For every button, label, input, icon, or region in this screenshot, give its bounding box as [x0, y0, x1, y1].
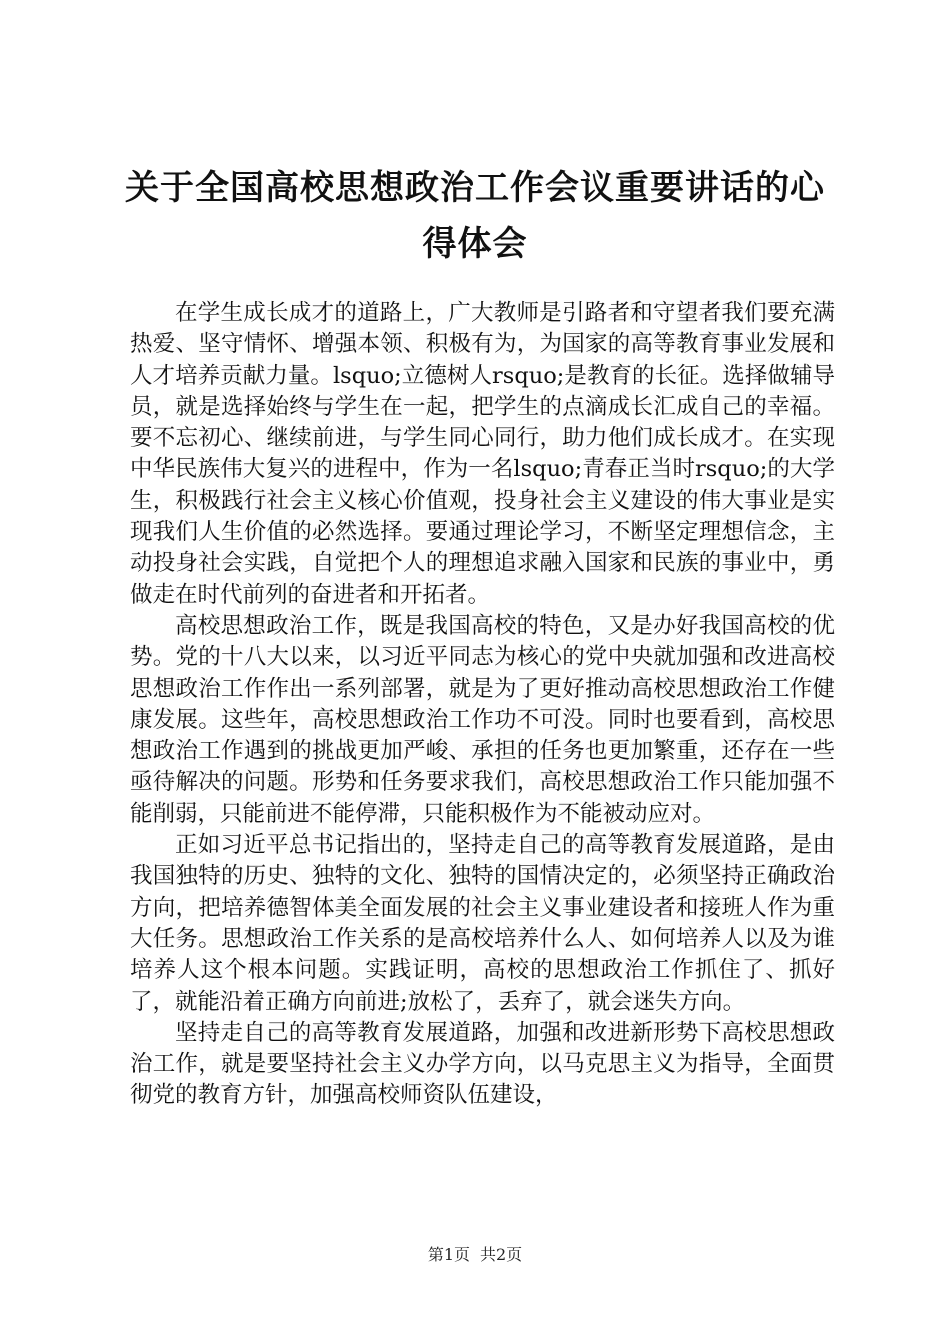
page-footer [0, 1244, 950, 1266]
paragraph-4: 坚持走自己的高等教育发展道路，加强和改进新形势下高校思想政治工作，就是要坚持社会主义办学方向，以马克思主义为指导，全面贯彻党的教育方针，加强高校师资队伍建设， [130, 1019, 835, 1109]
paragraph-2: 高校思想政治工作，既是我国高校的特色，又是办好我国高校的优势。党的十八大以来，以习近平同志为核心的党中央就加强和改进高校思想政治工作作出一系列部署，就是为了更好推动高校思想政治工作健康发展。这些年，高校思想政治工作功不可没。同时也要看到，高校思想政治工作遇到的挑战更加严峻、承担的任务也更加繁重，还存在一些亟待解决的问题。形势和任务要求我们，高校思想政治工作只能加强不能削弱，只能前进不能停滞，只能积极作为不能被动应对。 [130, 612, 835, 827]
page-number: 第1页 [427, 1245, 470, 1264]
paragraph-1: 在学生成长成才的道路上，广大教师是引路者和守望者我们要充满热爱、坚守情怀、增强本领、积极有为，为国家的高等教育事业发展和人才培养贡献力量。lsquo;立德树人rsquo;是教育的长征。选择做辅导员，就是选择始终与学生在一起，把学生的点滴成长汇成自己的幸福。要不忘初心、继续前进，与学生同心同行，助力他们成长成才。在实现中华民族伟大复兴的进程中，作为一名lsquo;青春正当时rsquo;的大学生，积极践行社会主义核心价值观，投身社会主义建设的伟大事业是实现我们人生价值的必然选择。要通过理论学习，不断坚定理想信念，主动投身社会实践，自觉把个人的理想追求融入国家和民族的事业中，勇做走在时代前列的奋进者和开拓者。 [130, 300, 835, 608]
document-title: 关于全国高校思想政治工作会议重要讲话的心得体会 [125, 168, 825, 264]
document-body [130, 298, 835, 1112]
paragraph-3: 正如习近平总书记指出的，坚持走自己的高等教育发展道路，是由我国独特的历史、独特的文化、独特的国情决定的，必须坚持正确政治方向，把培养德智体美全面发展的社会主义事业建设者和接班人作为重大任务。思想政治工作关系的是高校培养什么人、如何培养人以及为谁培养人这个根本问题。实践证明，高校的思想政治工作抓住了、抓好了，就能沿着正确方向前进;放松了，丢弃了，就会迷失方向。 [130, 832, 835, 1015]
page-total: 共2页 [480, 1245, 523, 1264]
